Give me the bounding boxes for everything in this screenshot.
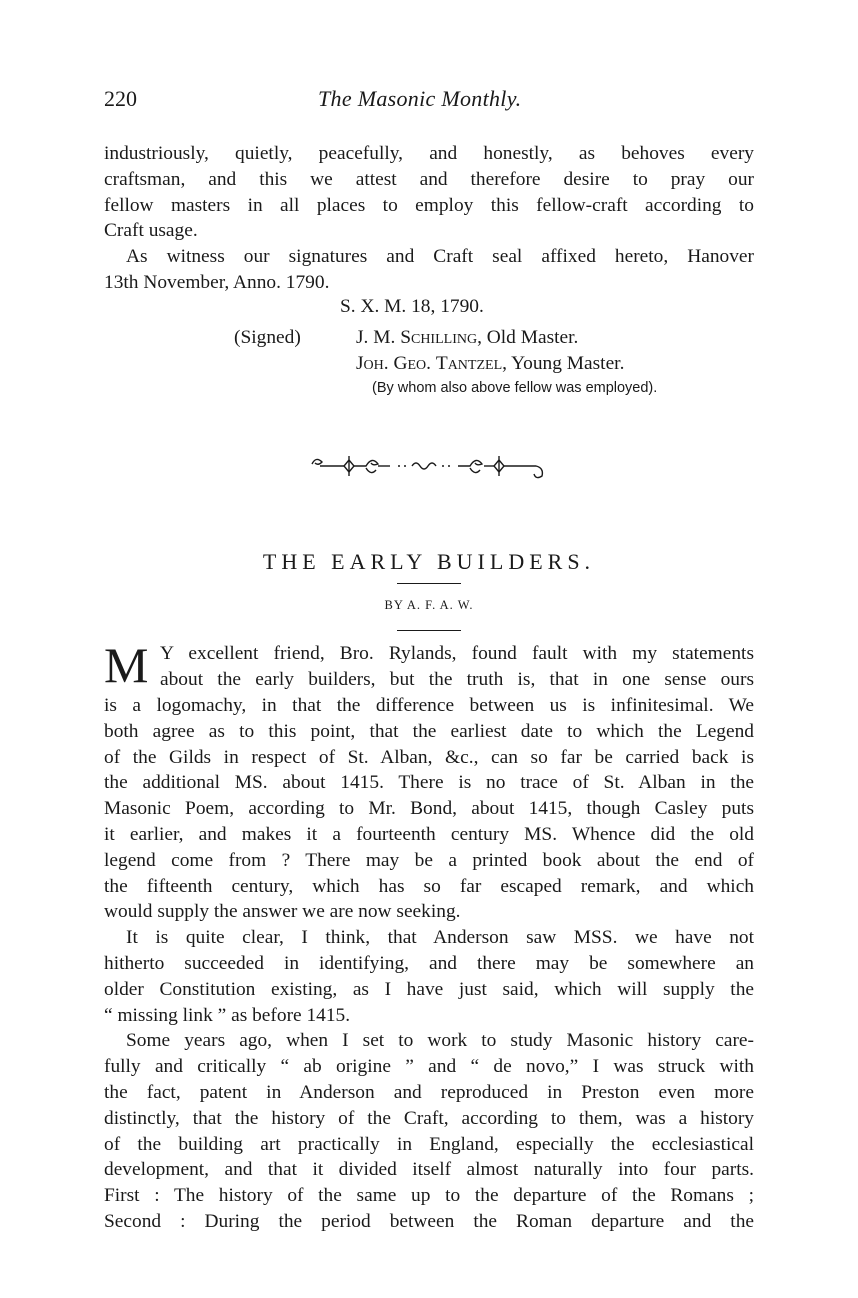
signer-name: Tantzel [435,353,503,374]
signer-title: , Old Master. [477,327,579,348]
text-line: Y excellent friend, Bro. Rylands, found fault with my statements [160,643,754,664]
article-body [104,693,754,1235]
running-title: The Masonic Monthly. [318,86,522,111]
text-line: First : The history of the same up to the departure of the Romans ; [104,1185,754,1207]
text-line: would supply the answer we are now seeking. [104,901,461,923]
text-line: it earlier, and makes it a fourteenth century MS. Whence did the old [104,823,754,845]
text-line: the fifteenth century, which has so far escaped remark, and which [104,875,754,897]
title-rule [397,583,461,584]
article-title: THE EARLY BUILDERS. [262,549,596,574]
text-line: is a logomachy, in that the difference between us is infinitesimal. We [104,695,754,716]
article-byline: BY A. F. A. W. [384,598,474,612]
byline-rule [397,630,461,631]
text-line: development, and that it divided itself almost naturally into four parts. [104,1159,754,1181]
text-line: of the building art practically in England, especially the ecclesiastical [104,1133,754,1155]
text-line: craftsman, and this we attest and therefore desire to pray our [104,168,754,190]
page-header [104,86,754,120]
text-line: both agree as to this point, that the earliest date to which the Legend [104,720,754,742]
signature-line-2 [356,353,624,375]
text-line: “ missing link ” as before 1415. [104,1004,351,1026]
page-number: 220 [104,86,137,111]
signer-initials: Joh. Geo. [356,353,431,374]
signature-line-1 [356,327,578,349]
signed-label: (Signed) [234,327,301,348]
signer-initials: J. M. [356,327,396,348]
signer-title: , Young Master. [502,353,625,374]
text-line: the additional MS. about 1415. There is no trace of St. Alban in the [104,772,754,794]
signature-note: (By whom also above fellow was employed). [372,380,658,396]
continued-paragraph [104,141,754,296]
text-line: older Constitution existing, as I have just said, which will supply the [104,978,754,1000]
signer-name: Schilling [400,327,478,348]
text-line: Masonic Poem, according to Mr. Bond, about 1415, though Casley puts [104,798,754,820]
text-line: Second : During the period between the Roman departure and the [104,1210,754,1232]
text-line: distinctly, that the history of the Craft, according to them, was a history [104,1107,754,1129]
text-line: fully and critically “ ab origine ” and “ de novo,” I was struck with [104,1056,754,1078]
text-line: It is quite clear, I think, that Anderson saw MSS. we have not [126,927,754,949]
decorative-ornament-icon [308,450,552,490]
text-line: about the early builders, but the truth is, that in one sense ours [160,668,754,690]
text-line: hitherto succeeded in identifying, and there may be somewhere an [104,952,754,974]
text-line: fellow masters in all places to employ this fellow-craft according to [104,194,754,216]
text-line: legend come from ? There may be a printed book about the end of [104,849,754,871]
text-line: 13th November, Anno. 1790. [104,271,330,293]
text-line: of the Gilds in respect of St. Alban, &c., can so far be carried back is [104,746,754,768]
text-line: As witness our signatures and Craft seal affixed hereto, Hanover [126,246,754,268]
text-line: the fact, patent in Anderson and reproduced in Preston even more [104,1081,754,1103]
signature-date: S. X. M. 18, 1790. [340,296,484,317]
text-line: Some years ago, when I set to work to study Masonic history care- [126,1030,754,1052]
text-line: industriously, quietly, peacefully, and honestly, as behoves every [104,143,754,164]
drop-cap: M [104,637,149,693]
drop-cap-lines [160,641,754,693]
text-line: Craft usage. [104,220,198,242]
